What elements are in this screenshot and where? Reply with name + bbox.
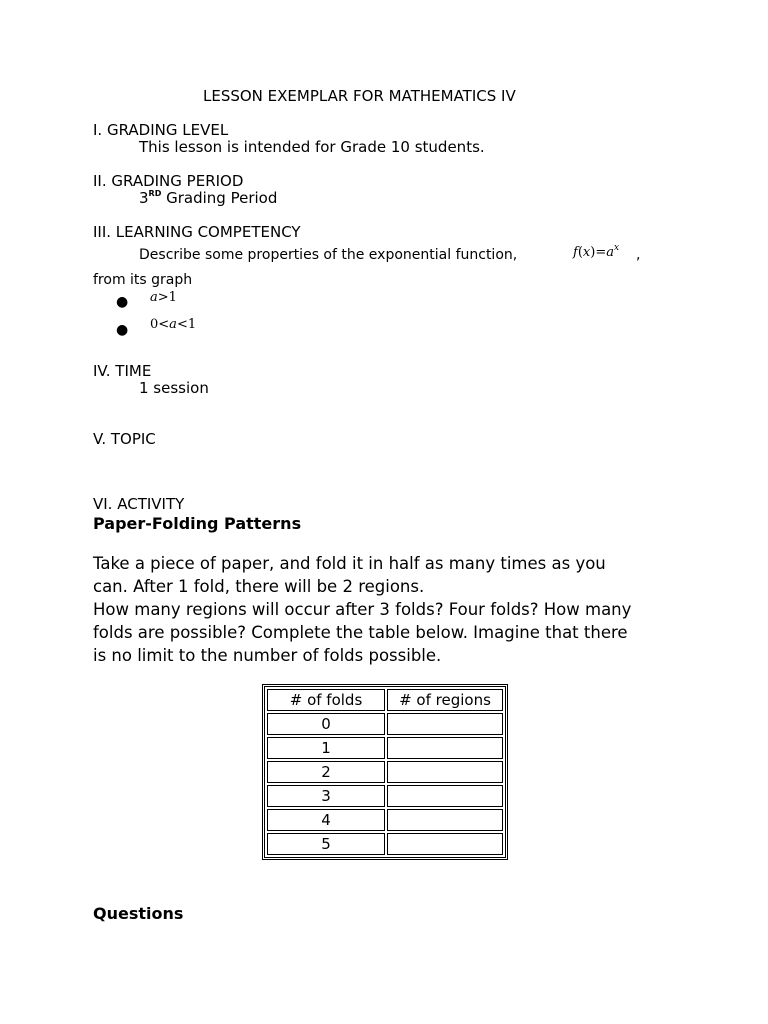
activity-paragraph-1 xyxy=(93,552,683,598)
grading-period-label: Grading Period xyxy=(161,189,278,207)
folds-cell: 3 xyxy=(267,785,385,807)
formula-comma: , xyxy=(636,247,641,263)
activity-paragraph-2 xyxy=(93,598,683,667)
formula-f: f xyxy=(573,245,578,260)
folds-cell: 1 xyxy=(267,737,385,759)
regions-cell[interactable] xyxy=(387,713,503,735)
formula-equals: = xyxy=(595,245,607,260)
formula-a: a xyxy=(606,245,614,260)
section-heading-grading-period: II. GRADING PERIOD xyxy=(93,172,244,190)
folds-cell: 0 xyxy=(267,713,385,735)
paragraph-2-line-3: is no limit to the number of folds possible. xyxy=(93,646,442,665)
condition-1-var: a xyxy=(150,290,158,305)
table-row xyxy=(267,713,503,735)
folds-cell: 5 xyxy=(267,833,385,855)
table-row xyxy=(267,809,503,831)
table-row xyxy=(267,737,503,759)
condition-2-lhs: 0< xyxy=(150,317,170,332)
paragraph-1-line-2: can. After 1 fold, there will be 2 regions. xyxy=(93,577,425,596)
learning-competency-text: Describe some properties of the exponential function, xyxy=(139,247,518,263)
regions-cell[interactable] xyxy=(387,737,503,759)
exponential-function-formula: $f(x)=a^x$ xyxy=(573,243,620,260)
paragraph-2-line-1: How many regions will occur after 3 folds? Four folds? How many xyxy=(93,600,632,619)
paragraph-2-line-2: folds are possible? Complete the table below. Imagine that there xyxy=(93,623,628,642)
folds-cell: 4 xyxy=(267,809,385,831)
learning-competency-text-cont: from its graph xyxy=(93,272,193,288)
table-row xyxy=(267,785,503,807)
condition-2 xyxy=(150,317,196,332)
folds-regions-table xyxy=(262,684,508,860)
condition-1 xyxy=(150,290,177,305)
activity-subtitle: Paper-Folding Patterns xyxy=(93,514,302,533)
paragraph-1-line-1: Take a piece of paper, and fold it in half as many times as you xyxy=(93,554,606,573)
section-heading-learning-competency: III. LEARNING COMPETENCY xyxy=(93,223,301,241)
formula-x: x xyxy=(582,245,591,260)
section-heading-activity: VI. ACTIVITY xyxy=(93,495,185,513)
document-title: LESSON EXEMPLAR FOR MATHEMATICS IV xyxy=(203,87,516,105)
regions-cell[interactable] xyxy=(387,833,503,855)
section-heading-time: IV. TIME xyxy=(93,362,152,380)
regions-cell[interactable] xyxy=(387,809,503,831)
regions-cell[interactable] xyxy=(387,761,503,783)
column-header-folds: # of folds xyxy=(267,689,385,711)
table-row xyxy=(267,833,503,855)
section-heading-topic: V. TOPIC xyxy=(93,430,156,448)
regions-cell[interactable] xyxy=(387,785,503,807)
grading-period-text xyxy=(139,189,277,207)
grading-period-superscript: RD xyxy=(148,189,162,198)
bullet-icon: ● xyxy=(116,322,129,338)
formula-exponent: x xyxy=(613,243,620,253)
section-heading-grading-level: I. GRADING LEVEL xyxy=(93,121,229,139)
condition-2-var: a xyxy=(169,317,177,332)
condition-2-rest: <1 xyxy=(176,317,197,332)
grading-level-text: This lesson is intended for Grade 10 students. xyxy=(139,138,485,156)
condition-1-rest: >1 xyxy=(157,290,177,305)
table-header-row xyxy=(267,689,503,711)
column-header-regions: # of regions xyxy=(387,689,503,711)
bullet-icon: ● xyxy=(116,294,129,310)
table-row xyxy=(267,761,503,783)
folds-cell: 2 xyxy=(267,761,385,783)
questions-heading: Questions xyxy=(93,904,184,923)
grading-period-number: 3 xyxy=(139,189,149,207)
time-text: 1 session xyxy=(139,379,209,397)
